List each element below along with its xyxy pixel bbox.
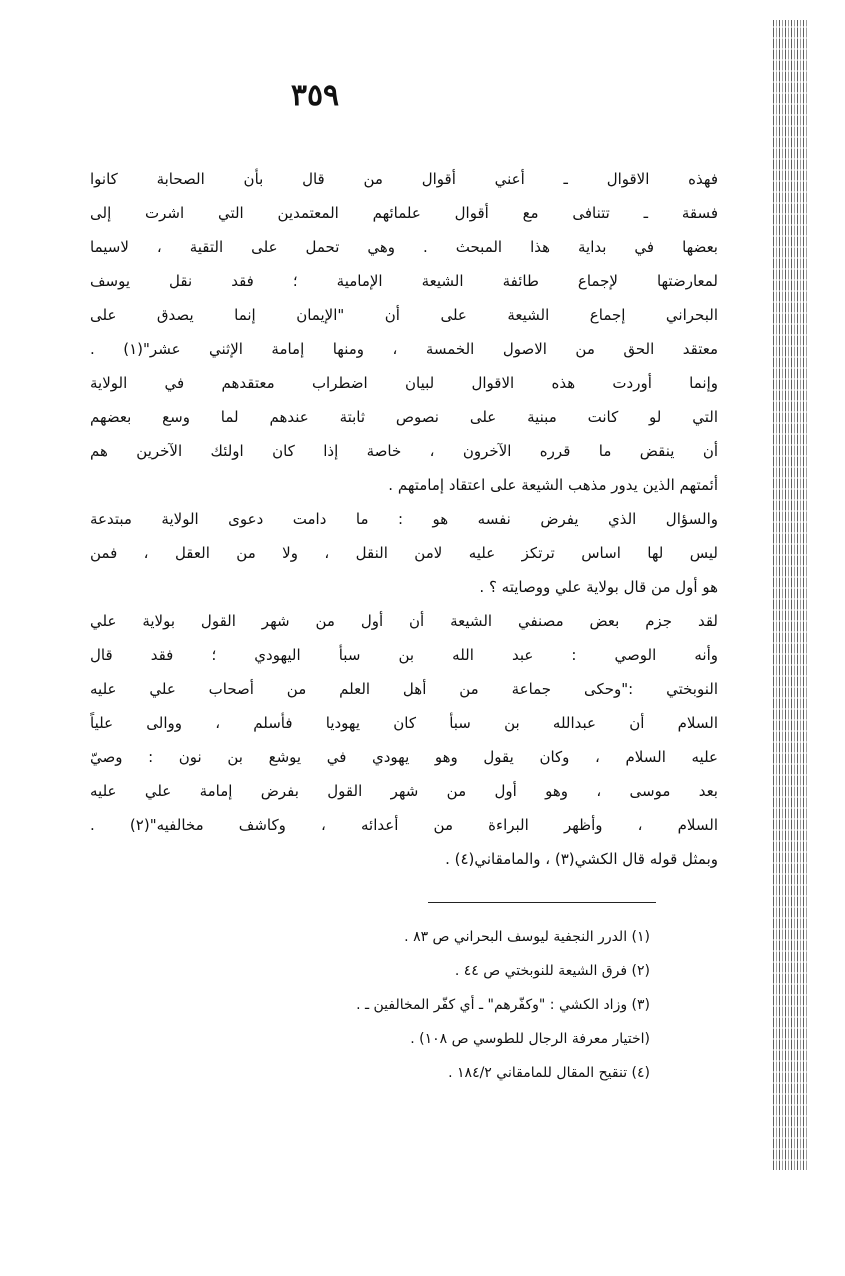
text-line: بعد موسى ، وهو أول من شهر القول بفرض إمامة علي عليه: [90, 782, 718, 800]
text-line: النوبختي :"وحكى جماعة من أهل العلم من أصحاب علي عليه: [90, 680, 718, 698]
text-line: لمعارضتها لإجماع طائفة الشيعة الإمامية ؛ فقد نقل يوسف: [90, 272, 718, 290]
text-line: لقد جزم بعض مصنفي الشيعة أن أول من شهر القول بولاية علي: [90, 612, 718, 630]
text-line: أن ينقض ما قرره الآخرون ، خاصة إذا كان اولئك الآخرين هم: [90, 442, 718, 460]
text-line: وأنه الوصي : عبد الله بن سبأ اليهودي ؛ فقد قال: [90, 646, 718, 664]
text-line: أئمتهم الذين يدور مذهب الشيعة على اعتقاد إمامتهم .: [388, 476, 718, 494]
text-line: السلام أن عبدالله بن سبأ كان يهوديا فأسلم ، ووالى علياً: [90, 714, 718, 732]
footnote-item: (اختيار معرفة الرجال للطوسي ص ١٠٨) .: [410, 1031, 650, 1047]
footnote-separator: [428, 902, 656, 903]
text-line: وإنما أوردت هذه الاقوال لبيان اضطراب معتقدهم في الولاية: [90, 374, 718, 392]
text-line: والسؤال الذي يفرض نفسه هو : ما دامت دعوى الولاية مبتدعة: [90, 510, 718, 528]
main-text: [90, 162, 718, 876]
text-line: التي لو كانت مبنية على نصوص ثابتة عندهم لما وسع بعضهم: [90, 408, 718, 426]
book-binding-edge: [773, 20, 807, 1170]
footnotes: [150, 920, 650, 1090]
text-line: وبمثل قوله قال الكشي(٣) ، والمامقاني(٤) .: [445, 850, 718, 868]
text-line: بعضها في بداية هذا المبحث . وهي تحمل على التقية ، لاسيما: [90, 238, 718, 256]
text-line: هو أول من قال بولاية علي ووصايته ؟ .: [479, 578, 718, 596]
text-line: فسقة ـ تتنافى مع أقوال علمائهم المعتمدين التي اشرت إلى: [90, 204, 718, 222]
footnote-item: (٣) وزاد الكشي : "وكفّرهم" ـ أي كفّر المخالفين ـ .: [356, 997, 650, 1013]
text-line: عليه السلام ، وكان يقول وهو يهودي في يوشع بن نون : وصيّ: [90, 748, 718, 766]
page-number: ٣٥٩: [290, 78, 340, 113]
footnote-item: (١) الدرر النجفية ليوسف البحراني ص ٨٣ .: [404, 929, 650, 945]
text-line: فهذه الاقوال ـ أعني أقوال من قال بأن الصحابة كانوا: [90, 170, 718, 188]
footnote-item: (٤) تنقيح المقال للمامقاني ١٨٤/٢ .: [448, 1065, 650, 1081]
text-line: البحراني إجماع الشيعة على أن "الإيمان إنما يصدق على: [90, 306, 718, 324]
text-line: ليس لها اساس ترتكز عليه لامن النقل ، ولا من العقل ، فمن: [90, 544, 718, 562]
text-line: معتقد الحق من الاصول الخمسة ، ومنها إمامة الإثني عشر"(١) .: [90, 340, 718, 358]
footnote-item: (٢) فرق الشيعة للنوبختي ص ٤٤ .: [454, 963, 650, 979]
text-line: السلام ، وأظهر البراءة من أعدائه ، وكاشف مخالفيه"(٢) .: [90, 816, 718, 834]
